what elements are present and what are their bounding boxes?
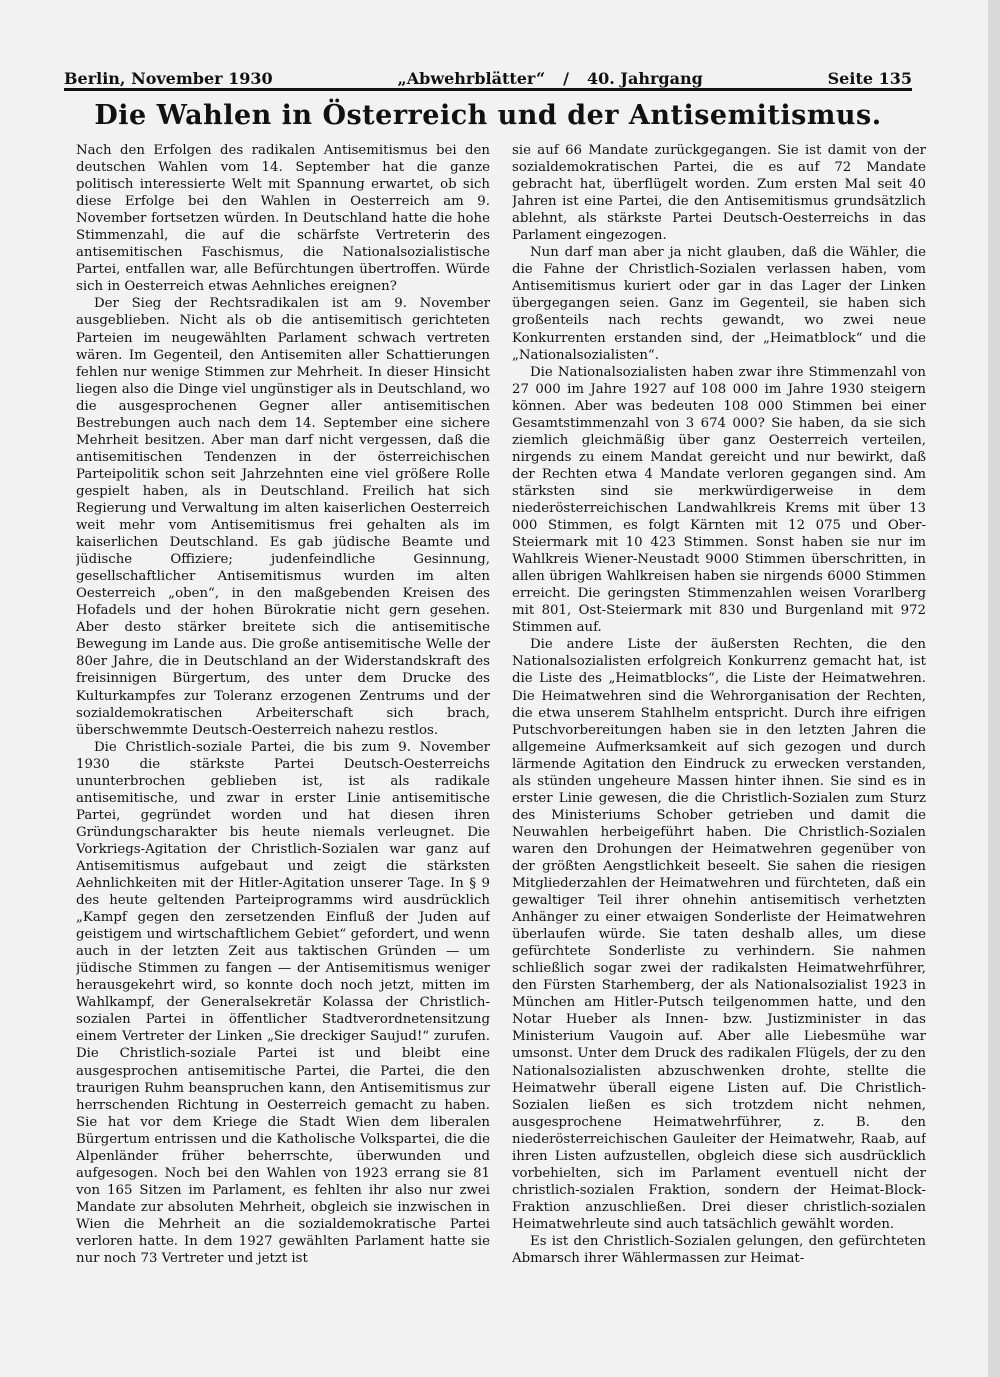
header-divider	[64, 88, 912, 91]
paragraph: Es ist den Christlich-Sozialen gelungen, den gefürchteten Abmarsch ihrer Wählermassen zur Heimat-	[512, 1234, 926, 1267]
header-journal-name: „Abwehrblätter“	[397, 69, 546, 88]
paragraph: Der Sieg der Rechtsradikalen ist am 9. November ausgeblieben. Nicht als ob die antisemitisch gerichteten Parteien im neugewählten Parlament schwach vertreten wären. Im Gegenteil, den Antisemiten aller Schattierungen fehlen nur wenige Stimmen zur Mehrheit. In dieser Hinsicht liegen also die Dinge viel ungünstiger als in Deutschland, wo die ausgesprochenen Gegner aller antisemitischen Bestrebungen auch nach dem 14. September eine sichere Mehrheit besitzen. Aber man darf nicht vergessen, daß die antisemitischen Tendenzen in der österreichischen Parteipolitik schon seit Jahrzehnten eine viel größere Rolle gespielt haben, als in Deutschland. Freilich hat sich Regierung und Verwaltung im alten kaiserlichen Oesterreich weit mehr vom Antisemitismus frei gehalten als im kaiserlichen Deutschland. Es gab jüdische Beamte und jüdische Offiziere; judenfeindliche Gesinnung, gesellschaftlicher Antisemitismus wurden im alten Oesterreich „oben“, in den maßgebenden Kreisen des Hofadels und der hohen Bürokratie nicht gern gesehen. Aber desto stärker breitete sich die antisemitische Bewegung im Lande aus. Die große antisemitische Welle der 80er Jahre, die in Deutschland an der Widerstandskraft des freisinnigen Bürgertum, des unter dem Drucke des Kulturkampfes zur Toleranz erzogenen Zentrums und der sozialdemokratischen Arbeiterschaft sich brach, überschwemmte Deutsch-Oesterreich nahezu restlos.	[76, 296, 490, 738]
paragraph: Nun darf man aber ja nicht glauben, daß die Wähler, die die Fahne der Christlich-Sozialen verlassen haben, vom Antisemitismus kuriert oder gar in das Lager der Linken übergegangen seien. Ganz im Gegenteil, sie haben sich großenteils nach rechts gewandt, wo zwei neue Konkurrenten erstanden sind, der „Heimatblock“ und die „Nationalsozialisten“.	[512, 245, 926, 363]
header-separator: /	[563, 69, 569, 88]
header-volume: 40. Jahrgang	[587, 69, 703, 88]
article-column-right	[512, 142, 926, 1337]
paragraph: Die Christlich-soziale Partei, die bis zum 9. November 1930 die stärkste Partei Deutsch-Oesterreichs ununterbrochen geblieben ist, ist als radikale antisemitische, und zwar in erster Linie antisemitische Partei, gegründet worden und hat diesen ihren Gründungscharakter bis heute niemals verleugnet. Die Vorkriegs-Agitation der Christlich-Sozialen war ganz auf Antisemitismus aufgebaut und zeigt die stärksten Aehnlichkeiten mit der Hitler-Agitation unserer Tage. In § 9 des heute geltenden Parteiprogramms wird ausdrücklich „Kampf gegen den zersetzenden Einfluß der Juden auf geistigem und wirtschaftlichem Gebiet“ gefordert, und wenn auch in der letzten Zeit aus taktischen Gründen — um jüdische Stimmen zu fangen — der Antisemitismus weniger herausgekehrt wird, so konnte doch noch jetzt, mitten im Wahlkampf, der Generalsekretär Kolassa der Christlich-sozialen Partei in öffentlicher Stadtverordnetensitzung einem Vertreter der Linken „Sie dreckiger Saujud!“ zurufen. Die Christlich-soziale Partei ist und bleibt eine ausgesprochen antisemitische Partei, die Partei, die den traurigen Ruhm beanspruchen kann, den Antisemitismus zur herrschenden Richtung in Oesterreich gemacht zu haben. Sie hat vor dem Kriege die Stadt Wien dem liberalen Bürgertum entrissen und die Katholische Volkspartei, die die Alpenländer früher beherrschte, überwunden und aufgesogen. Noch bei den Wahlen von 1923 errang sie 81 von 165 Sitzen im Parlament, es fehlten ihr also nur zwei Mandate zur absoluten Mehrheit, obgleich sie inzwischen in Wien die Mehrheit an die sozialdemokratische Partei verloren hatte. In dem 1927 gewählten Parlament hatte sie nur noch 73 Vertreter und jetzt ist	[76, 739, 490, 1267]
paragraph: Die Nationalsozialisten haben zwar ihre Stimmenzahl von 27 000 im Jahre 1927 auf 108 000 im Jahre 1930 steigern können. Aber was bedeuten 108 000 Stimmen bei einer Gesamtstimmenzahl von 3 674 000? Sie haben, da sie sich ziemlich gleichmäßig über ganz Oesterreich verteilen, nirgends zu einem Mandat gereicht und nur bewirkt, daß der Rechten etwa 4 Mandate verloren gegangen sind. Am stärksten sind sie merkwürdigerweise in dem niederösterreichischen Landwahlkreis Krems mit über 13 000 Stimmen, es folgt Kärnten mit 12 075 und Ober-Steiermark mit 10 423 Stimmen. Sonst haben sie nur im Wahlkreis Wiener-Neustadt 9000 Stimmen überschritten, in allen übrigen Wahlkreisen haben sie nirgends 6000 Stimmen erreicht. Die geringsten Stimmenzahlen weisen Vorarlberg mit 801, Ost-Steiermark mit 830 und Burgenland mit 972 Stimmen auf.	[512, 364, 926, 636]
paragraph: Die andere Liste der äußersten Rechten, die den Nationalsozialisten erfolgreich Konkurrenz gemacht hat, ist die Liste des „Heimatblocks“, die Liste der Heimatwehren. Die Heimatwehren sind die Wehrorganisation der Rechten, die etwa unserem Stahlhelm entspricht. Durch ihre eifrigen Putschvorbereitungen haben sie in den letzten Jahren die allgemeine Aufmerksamkeit auf sich gezogen und durch lärmende Agitation den Eindruck zu erwecken verstanden, als stünden ungeheure Massen hinter ihnen. Sie sind es in erster Linie gewesen, die die Christlich-Sozialen zum Sturz des Ministeriums Schober getrieben und damit die Neuwahlen herbeigeführt haben. Die Christlich-Sozialen waren den Drohungen der Heimatwehren gegenüber von der größten Aengstlichkeit beseelt. Sie sahen die riesigen Mitgliederzahlen der Heimatwehren und fürchteten, daß ein gewaltiger Teil ihrer ohnehin antisemitisch verhetzten Anhänger zu einer etwaigen Sonderliste der Heimatwehren überlaufen würde. Sie taten deshalb alles, um diese gefürchtete Sonderliste zu verhindern. Sie nahmen schließlich sogar zwei der radikalsten Heimatwehrführer, den Fürsten Starhemberg, der als Nationalsozialist 1923 in München am Hitler-Putsch teilgenommen hatte, und den Notar Hueber als Innen- bzw. Justizminister in das Ministerium Vaugoin auf. Aber alle Liebesmühe war umsonst. Unter dem Druck des radikalen Flügels, der zu den Nationalsozialisten abzuschwenken drohte, stellte die Heimatwehr überall eigene Listen auf. Die Christlich-Sozialen ließen es sich trotzdem nicht nehmen, ausgesprochene Heimatwehrführer, z. B. den niederösterreichischen Gauleiter der Heimatwehr, Raab, auf ihren Listen aufzustellen, obgleich diese sich ausdrücklich vorbehielten, sich im Parlament eventuell nicht der christlich-sozialen Fraktion, sondern der Heimat-Block-Fraktion anzuschließen. Drei dieser christlich-sozialen Heimatwehrleute sind auch tatsächlich gewählt worden.	[512, 637, 926, 1232]
article-title: Die Wahlen in Österreich und der Antisemitismus.	[94, 100, 882, 131]
article-column-left	[76, 142, 490, 1337]
page-header	[64, 56, 912, 88]
page-edge	[988, 0, 1000, 1377]
paragraph: Nach den Erfolgen des radikalen Antisemitismus bei den deutschen Wahlen vom 14. September hat die ganze politisch interessierte Welt mit Spannung erwartet, ob sich diese Erfolge bei den Wahlen in Oesterreich am 9. November fortsetzen würden. In Deutschland hatte die hohe Stimmenzahl, die auf die schärfste Vertreterin des antisemitischen Faschismus, die Nationalsozialistische Partei, entfallen war, alle Befürchtungen übertroffen. Würde sich in Oesterreich etwas Aehnliches ereignen?	[76, 143, 490, 295]
header-journal-info	[398, 69, 703, 88]
paragraph: sie auf 66 Mandate zurückgegangen. Sie ist damit von der sozialdemokratischen Partei, die es auf 72 Mandate gebracht hat, überflügelt worden. Zum ersten Mal seit 40 Jahren ist eine Partei, die den Antisemitismus grundsätzlich ablehnt, als stärkste Partei Deutsch-Oesterreichs in das Parlament eingezogen.	[512, 143, 926, 244]
header-date-place: Berlin, November 1930	[64, 69, 273, 88]
header-page-number: Seite 135	[827, 69, 912, 88]
